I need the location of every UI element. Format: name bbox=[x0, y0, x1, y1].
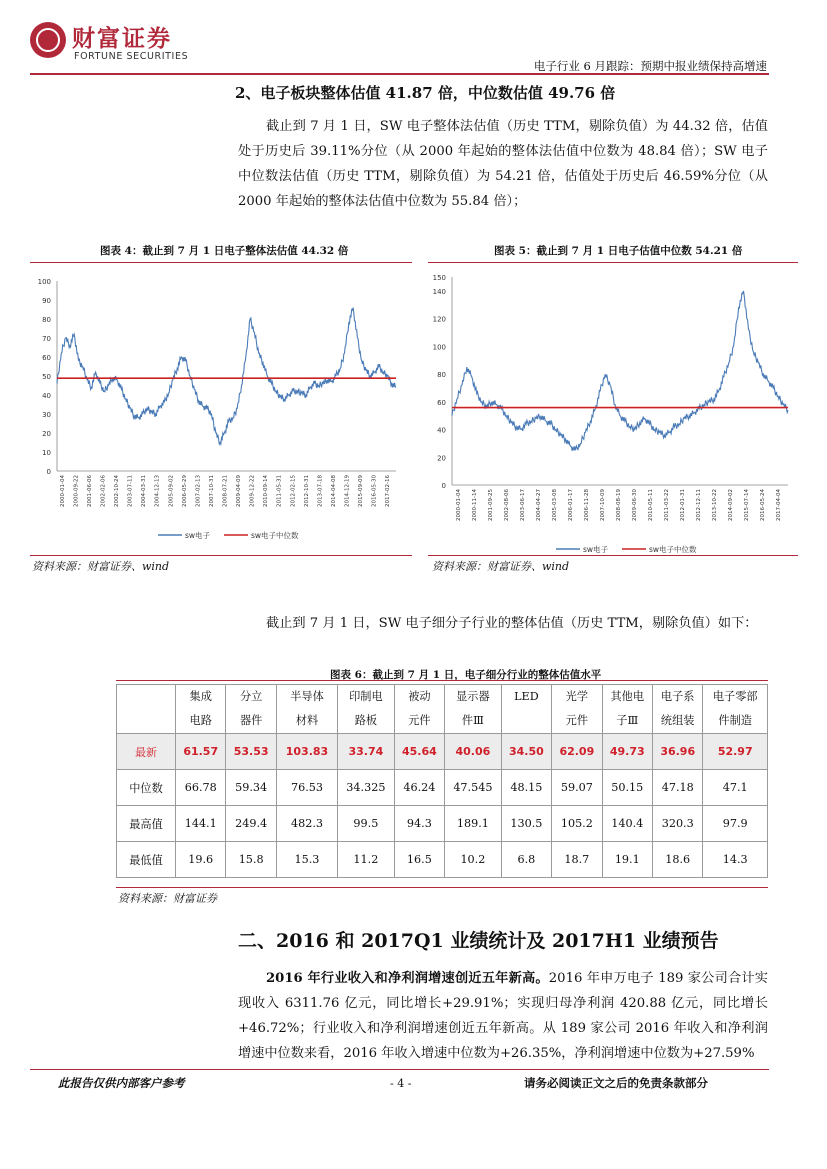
figure-4-frame bbox=[30, 262, 412, 556]
table-cell: 15.3 bbox=[276, 842, 337, 878]
table-cell: 19.1 bbox=[602, 842, 652, 878]
x-tick-label: 2013-10-22 bbox=[712, 489, 718, 521]
table-row bbox=[117, 842, 768, 878]
y-tick-label: 0 bbox=[441, 482, 446, 490]
column-header-line2: 元件 bbox=[408, 714, 431, 727]
company-logo-icon bbox=[30, 22, 66, 58]
column-header-line1: 印制电 bbox=[349, 690, 383, 703]
table-cell: 76.53 bbox=[276, 770, 337, 806]
column-header-line2: 件制造 bbox=[718, 714, 752, 727]
table-cell: 47.1 bbox=[703, 770, 768, 806]
table-column-header bbox=[703, 685, 768, 734]
x-tick-label: 2013-07-18 bbox=[317, 475, 324, 507]
column-header-line2 bbox=[502, 709, 551, 733]
y-tick-label: 0 bbox=[46, 468, 51, 476]
x-tick-label: 2006-01-17 bbox=[568, 489, 574, 521]
x-tick-label: 2000-09-22 bbox=[73, 475, 80, 507]
y-tick-label: 60 bbox=[437, 398, 446, 407]
table-bottom-rule bbox=[116, 887, 768, 888]
legend-label-sw-electronics: sw电子 bbox=[583, 545, 609, 554]
company-name-en: FORTUNE SECURITIES bbox=[74, 51, 189, 62]
x-tick-label: 2017-02-16 bbox=[385, 475, 392, 507]
page-number: - 4 - bbox=[390, 1077, 412, 1090]
x-tick-label: 2006-11-28 bbox=[584, 489, 590, 521]
table-cell: 61.57 bbox=[176, 734, 226, 770]
y-tick-label: 20 bbox=[437, 454, 446, 463]
row-label: 最低值 bbox=[117, 842, 176, 878]
table-cell: 47.545 bbox=[445, 770, 502, 806]
earnings-lead: 2016 年行业收入和净利润增速创近五年新高。 bbox=[266, 971, 549, 986]
column-header-line2: 材料 bbox=[295, 714, 319, 727]
table-column-header bbox=[653, 685, 703, 734]
x-tick-label: 2012-01-31 bbox=[680, 489, 686, 521]
series-line-sw-electronics bbox=[452, 291, 788, 451]
column-header-line1: 分立 bbox=[239, 690, 263, 703]
figure-5-source: 资料来源：财富证券、wind bbox=[432, 560, 570, 573]
table-cell: 97.9 bbox=[703, 806, 768, 842]
x-tick-label: 2012-10-31 bbox=[303, 475, 310, 507]
table-cell: 19.6 bbox=[176, 842, 226, 878]
table-header-row bbox=[117, 685, 768, 734]
table-cell: 53.53 bbox=[226, 734, 276, 770]
y-tick-label: 70 bbox=[42, 335, 51, 343]
table-cell: 320.3 bbox=[653, 806, 703, 842]
valuation-paragraph bbox=[238, 114, 768, 214]
row-label: 最新 bbox=[117, 734, 176, 770]
column-header-line2: 电路 bbox=[189, 714, 212, 727]
x-tick-label: 2003-06-17 bbox=[520, 489, 526, 521]
table-top-rule bbox=[116, 680, 768, 681]
x-tick-label: 2016-05-30 bbox=[371, 475, 378, 507]
x-tick-label: 2007-02-13 bbox=[195, 475, 202, 507]
x-tick-label: 2000-01-04 bbox=[456, 489, 462, 521]
x-tick-label: 2016-05-24 bbox=[760, 489, 766, 521]
y-tick-label: 100 bbox=[37, 278, 51, 286]
table-cell: 34.325 bbox=[338, 770, 395, 806]
figure-5-frame bbox=[428, 262, 798, 556]
column-header-line2: 元件 bbox=[565, 714, 589, 727]
y-tick-label: 60 bbox=[42, 354, 51, 362]
x-tick-label: 2017-04-04 bbox=[776, 489, 782, 521]
x-tick-label: 2001-09-25 bbox=[488, 489, 494, 521]
x-tick-label: 2000-01-04 bbox=[59, 475, 66, 507]
table-cell: 59.07 bbox=[552, 770, 602, 806]
x-tick-label: 2010-09-14 bbox=[263, 475, 270, 507]
table-cell: 45.64 bbox=[394, 734, 444, 770]
valuation-paragraph-text: 截止到 7 月 1 日，SW 电子整体法估值（历史 TTM，剔除负值）为 44.32 倍，估值处于历史后 39.11%分位（从 2000 年起始的整体法估值中位数为 48.84 倍）；SW 电子中位数法估值（历史 TTM，剔除负值）为 54.21 倍，估值处于历史后 46.59%分位（从 2000 年起始的整体法估值中位数为 55.84 倍）； bbox=[238, 119, 768, 209]
table-column-header bbox=[176, 685, 226, 734]
table-cell: 94.3 bbox=[394, 806, 444, 842]
y-tick-label: 90 bbox=[42, 297, 51, 305]
x-tick-label: 2007-10-31 bbox=[208, 475, 215, 507]
earnings-body: 2016 年申万电子 189 家公司合计实现收入 6311.76 亿元，同比增长+29.91%；实现归母净利润 420.88 亿元，同比增长+46.72%；行业收入和净利润增速创近五年新高。从 189 家公司 2016 年收入和净利润增速中位数来看，2016 年收入增速中位数为+26.35%，净利润增速中位数为+27.59% bbox=[238, 971, 768, 1061]
table-cell: 46.24 bbox=[394, 770, 444, 806]
table-cell: 36.96 bbox=[653, 734, 703, 770]
figure-5-title: 图表 5：截止到 7 月 1 日电子估值中位数 54.21 倍 bbox=[494, 245, 743, 257]
footer-divider bbox=[30, 1069, 769, 1070]
company-name-cn: 财富证券 bbox=[72, 25, 172, 52]
table-corner-cell bbox=[117, 685, 176, 734]
column-header-line1: 电子零部 bbox=[712, 690, 758, 703]
table-6-title: 图表 6：截止到 7 月 1 日，电子细分行业的整体估值水平 bbox=[330, 669, 602, 681]
table-column-header bbox=[226, 685, 276, 734]
x-tick-label: 2009-06-30 bbox=[632, 489, 638, 521]
table-cell: 62.09 bbox=[552, 734, 602, 770]
x-tick-label: 2001-06-06 bbox=[86, 475, 93, 507]
table-column-header bbox=[338, 685, 395, 734]
y-tick-label: 10 bbox=[42, 449, 51, 457]
y-tick-label: 20 bbox=[42, 430, 51, 438]
table-column-header bbox=[501, 685, 551, 734]
column-header-line1: LED bbox=[514, 690, 539, 703]
table-cell: 11.2 bbox=[338, 842, 395, 878]
y-tick-label: 150 bbox=[432, 274, 446, 282]
legend-label-sw-electronics: sw电子 bbox=[185, 531, 211, 540]
x-tick-label: 2014-12-19 bbox=[344, 475, 351, 507]
column-header-line2: 器件 bbox=[239, 714, 263, 727]
series-line-sw-electronics bbox=[57, 308, 396, 445]
table-cell: 103.83 bbox=[276, 734, 337, 770]
x-tick-label: 2011-05-31 bbox=[276, 475, 283, 507]
table-cell: 99.5 bbox=[338, 806, 395, 842]
row-label: 最高值 bbox=[117, 806, 176, 842]
y-tick-label: 40 bbox=[42, 392, 51, 400]
x-tick-label: 2005-03-08 bbox=[552, 489, 558, 521]
column-header-line2: 路板 bbox=[354, 714, 378, 727]
figure-4-chart bbox=[30, 263, 412, 555]
column-header-line2: 件Ⅲ bbox=[461, 714, 484, 727]
table-cell: 33.74 bbox=[338, 734, 395, 770]
y-tick-label: 100 bbox=[432, 343, 446, 352]
x-tick-label: 2007-10-09 bbox=[600, 489, 606, 521]
x-tick-label: 2012-02-15 bbox=[290, 475, 297, 507]
earnings-paragraph bbox=[238, 966, 768, 1066]
table-cell: 66.78 bbox=[176, 770, 226, 806]
table-column-header bbox=[552, 685, 602, 734]
legend-label-median: sw电子中位数 bbox=[251, 531, 299, 540]
x-tick-label: 2014-04-08 bbox=[330, 475, 337, 507]
y-tick-label: 120 bbox=[432, 315, 446, 324]
row-label: 中位数 bbox=[117, 770, 176, 806]
footer-disclaimer-right: 请务必阅读正文之后的免责条款部分 bbox=[524, 1076, 708, 1090]
figure-5-chart bbox=[428, 263, 798, 555]
y-tick-label: 140 bbox=[432, 287, 446, 296]
table-column-header bbox=[394, 685, 444, 734]
table-row bbox=[117, 770, 768, 806]
x-tick-label: 2002-10-24 bbox=[114, 475, 121, 507]
table-column-header bbox=[276, 685, 337, 734]
x-tick-label: 2009-04-09 bbox=[236, 475, 243, 507]
x-tick-label: 2008-07-21 bbox=[222, 475, 229, 507]
section-heading-earnings: 二、2016 和 2017Q1 业绩统计及 2017H1 业绩预告 bbox=[238, 930, 719, 952]
table-cell: 49.73 bbox=[602, 734, 652, 770]
table-cell: 6.8 bbox=[501, 842, 551, 878]
x-tick-label: 2011-03-22 bbox=[664, 489, 670, 521]
column-header-line2: 统组装 bbox=[660, 714, 695, 727]
table-cell: 482.3 bbox=[276, 806, 337, 842]
x-tick-label: 2005-09-02 bbox=[168, 475, 175, 507]
y-tick-label: 80 bbox=[437, 371, 446, 380]
x-tick-label: 2003-07-11 bbox=[127, 475, 134, 507]
table-cell: 50.15 bbox=[602, 770, 652, 806]
table-cell: 130.5 bbox=[501, 806, 551, 842]
column-header-line2: 子Ⅲ bbox=[616, 714, 639, 727]
subindustry-paragraph-text: 截止到 7 月 1 日，SW 电子细分子行业的整体估值（历史 TTM，剔除负值）如下： bbox=[266, 616, 758, 631]
column-header-line1: 电子系 bbox=[660, 690, 695, 703]
x-tick-label: 2014-09-02 bbox=[728, 489, 734, 521]
table-cell: 18.6 bbox=[653, 842, 703, 878]
table-cell: 34.50 bbox=[501, 734, 551, 770]
column-header-line1: 显示器 bbox=[456, 690, 490, 703]
y-tick-label: 50 bbox=[42, 373, 51, 381]
x-tick-label: 2009-12-22 bbox=[249, 475, 256, 507]
table-cell: 47.18 bbox=[653, 770, 703, 806]
table-cell: 52.97 bbox=[703, 734, 768, 770]
table-cell: 140.4 bbox=[602, 806, 652, 842]
column-header-line1: 半导体 bbox=[290, 690, 324, 703]
figure-4-source: 资料来源：财富证券、wind bbox=[32, 560, 170, 573]
table-cell: 18.7 bbox=[552, 842, 602, 878]
table-cell: 40.06 bbox=[445, 734, 502, 770]
x-tick-label: 2010-05-11 bbox=[648, 489, 654, 521]
table-cell: 249.4 bbox=[226, 806, 276, 842]
x-tick-label: 2004-04-27 bbox=[536, 489, 542, 521]
table-cell: 15.8 bbox=[226, 842, 276, 878]
x-tick-label: 2015-09-09 bbox=[358, 475, 365, 507]
table-cell: 59.34 bbox=[226, 770, 276, 806]
legend-label-median: sw电子中位数 bbox=[649, 545, 697, 554]
x-tick-label: 2002-02-06 bbox=[100, 475, 107, 507]
x-tick-label: 2002-08-06 bbox=[504, 489, 510, 521]
x-tick-label: 2012-12-11 bbox=[696, 489, 702, 521]
table-column-header bbox=[602, 685, 652, 734]
table-cell: 14.3 bbox=[703, 842, 768, 878]
x-tick-label: 2004-03-31 bbox=[141, 475, 148, 507]
column-header-line1: 光学 bbox=[565, 690, 589, 703]
x-tick-label: 2000-11-14 bbox=[472, 489, 478, 521]
y-tick-label: 80 bbox=[42, 316, 51, 324]
column-header-line1: 集成 bbox=[189, 690, 212, 703]
column-header-line1: 被动 bbox=[408, 690, 431, 703]
x-tick-label: 2015-07-14 bbox=[744, 489, 750, 521]
table-row bbox=[117, 806, 768, 842]
subindustry-valuation-table bbox=[116, 684, 768, 878]
report-title: 电子行业 6 月跟踪：预期中报业绩保持高增速 bbox=[533, 59, 767, 73]
x-tick-label: 2004-12-13 bbox=[154, 475, 161, 507]
table-cell: 105.2 bbox=[552, 806, 602, 842]
footer-disclaimer-left: 此报告仅供内部客户参考 bbox=[58, 1076, 185, 1090]
table-row bbox=[117, 734, 768, 770]
table-cell: 189.1 bbox=[445, 806, 502, 842]
table-cell: 10.2 bbox=[445, 842, 502, 878]
table-cell: 16.5 bbox=[394, 842, 444, 878]
x-tick-label: 2006-05-29 bbox=[181, 475, 188, 507]
table-column-header bbox=[445, 685, 502, 734]
figure-4-title: 图表 4：截止到 7 月 1 日电子整体法估值 44.32 倍 bbox=[100, 245, 349, 257]
subindustry-paragraph bbox=[238, 611, 768, 636]
header-divider bbox=[30, 73, 769, 75]
table-source: 资料来源：财富证券 bbox=[118, 892, 217, 905]
column-header-line1: 其他电 bbox=[610, 690, 645, 703]
x-tick-label: 2008-08-19 bbox=[616, 489, 622, 521]
table-cell: 144.1 bbox=[176, 806, 226, 842]
table-cell: 48.15 bbox=[501, 770, 551, 806]
y-tick-label: 30 bbox=[42, 411, 51, 419]
y-tick-label: 40 bbox=[437, 426, 446, 435]
section-heading-valuation: 2、电子板块整体估值 41.87 倍，中位数估值 49.76 倍 bbox=[235, 84, 616, 102]
